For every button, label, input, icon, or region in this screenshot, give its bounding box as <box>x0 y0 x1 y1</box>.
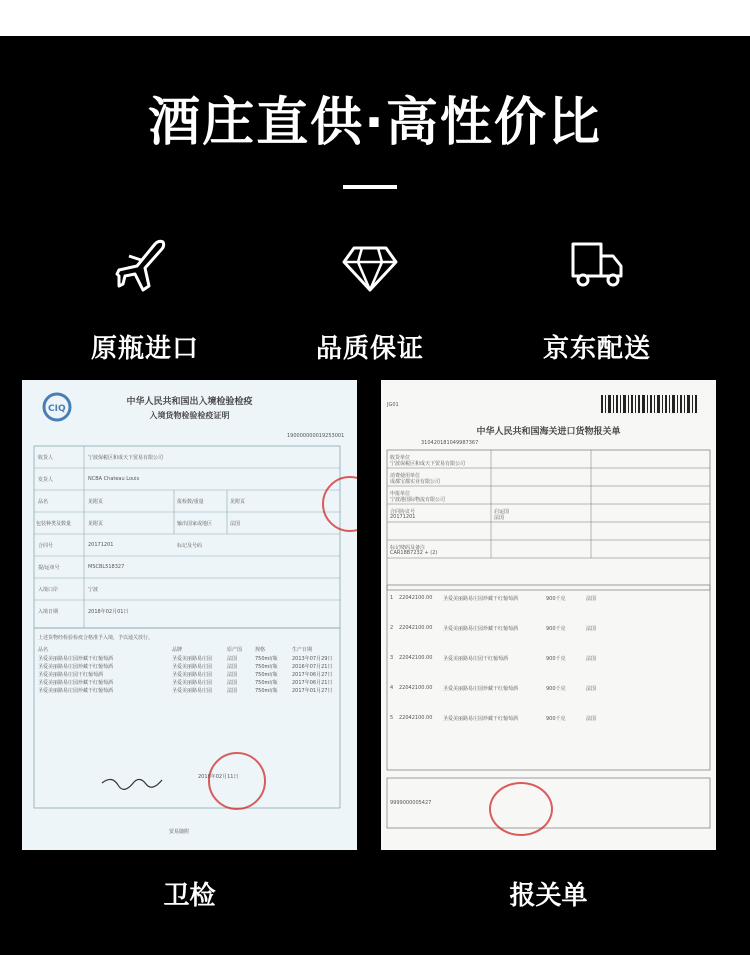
signature-date: 2018年02月11日 <box>198 774 239 780</box>
goods-row: 圣爱美丽路易庄园干红葡萄酒 <box>443 656 509 662</box>
field-value: 法国 <box>230 521 241 527</box>
field-value: 20171201 <box>390 514 416 520</box>
field-value: CAR18B7232 + (2) <box>390 550 438 556</box>
field-value: 法国 <box>494 515 505 521</box>
diamond-icon <box>340 236 400 296</box>
goods-row: 3 <box>390 655 394 661</box>
field-value: 成都宝都实业有限公司 <box>390 479 441 485</box>
field-label: 申报单位 <box>390 491 411 497</box>
field-label: 输出国家或地区 <box>177 521 213 527</box>
goods-row: 900千克 <box>546 716 566 722</box>
certificate-note: 上述货物经检验检疫合格准予入境，予以通关放行。 <box>38 635 154 641</box>
table-cell: 圣爱美丽路易庄园珍藏干红葡萄酒 <box>38 680 114 686</box>
field-label: 启运国 <box>494 509 510 515</box>
table-cell: 圣爱美丽路易庄园 <box>172 680 213 686</box>
goods-row: 22042100.00 <box>399 625 433 631</box>
field-label: 入境口岸 <box>38 587 59 593</box>
table-cell: 750ml/瓶 <box>255 680 278 686</box>
field-label: 合同号 <box>38 543 54 549</box>
table-cell: 圣爱美丽路易庄园珍藏干红葡萄酒 <box>38 688 114 694</box>
table-cell: 法国 <box>227 656 238 662</box>
goods-row: 22042100.00 <box>399 595 433 601</box>
table-cell: 法国 <box>227 672 238 678</box>
truck-icon <box>567 236 627 296</box>
table-header: 品名 <box>38 647 49 653</box>
declaration-number: 310420181049987367 <box>421 440 479 446</box>
field-label: 包装种类及数量 <box>36 521 72 527</box>
table-cell: 法国 <box>227 664 238 670</box>
goods-row: 900千克 <box>546 596 566 602</box>
footer-code: 9999000005427 <box>390 800 432 806</box>
feature-quality <box>280 236 460 365</box>
field-label: 入境日期 <box>38 609 59 615</box>
table-cell: 2017年06月21日 <box>292 680 333 686</box>
table-cell: 法国 <box>227 688 238 694</box>
table-header: 品牌 <box>172 647 183 653</box>
field-value: NCBA Chateau Louis <box>88 476 140 482</box>
goods-row: 法国 <box>586 716 597 722</box>
table-cell: 750ml/瓶 <box>255 656 278 662</box>
goods-row: 22042100.00 <box>399 655 433 661</box>
field-value: 见附页 <box>88 499 104 505</box>
field-value: 2018年02月01日 <box>88 609 129 615</box>
top-strip <box>0 0 750 36</box>
feature-delivery <box>507 236 687 365</box>
field-label: 品名 <box>38 499 49 505</box>
goods-row: 圣爱美丽路易庄园珍藏干红葡萄酒 <box>443 596 519 602</box>
customs-seal-stamp <box>489 782 553 836</box>
goods-row: 5 <box>390 715 394 721</box>
field-label: 发货人 <box>38 477 54 483</box>
table-cell: 圣爱美丽路易庄园珍藏干红葡萄酒 <box>38 656 114 662</box>
goods-row: 圣爱美丽路易庄园珍藏干红葡萄酒 <box>443 716 519 722</box>
table-cell: 圣爱美丽路易庄园 <box>172 664 213 670</box>
field-value: 宁波保税区和成天下贸易有限公司 <box>390 461 466 467</box>
table-cell: 法国 <box>227 680 238 686</box>
goods-row: 法国 <box>586 626 597 632</box>
goods-row: 法国 <box>586 656 597 662</box>
goods-row: 1 <box>390 595 394 601</box>
feature-label: 原瓶进口 <box>90 334 199 364</box>
table-cell: 750ml/瓶 <box>255 672 278 678</box>
field-label: 合同协议号 <box>390 509 416 515</box>
caption-inspection: 卫检 <box>163 881 216 911</box>
declaration-code: JG01 <box>387 402 399 408</box>
table-cell: 2017年01月27日 <box>292 688 333 694</box>
goods-row: 圣爱美丽路易庄园珍藏干红葡萄酒 <box>443 626 519 632</box>
caption-customs: 报关单 <box>509 881 588 911</box>
feature-label: 京东配送 <box>542 334 651 364</box>
goods-row: 22042100.00 <box>399 685 433 691</box>
headline: 酒庄直供·高性价比 <box>148 93 602 153</box>
table-cell: 750ml/瓶 <box>255 664 278 670</box>
field-value: 宁波 <box>88 587 99 593</box>
certificate-subtitle: 入境货物检验检疫证明 <box>149 411 230 420</box>
copy-note: 贸易随附 <box>169 829 190 835</box>
table-header: 原产国 <box>227 647 243 653</box>
goods-row: 法国 <box>586 596 597 602</box>
table-cell: 750ml/瓶 <box>255 688 278 694</box>
field-value: 宁波保税区和成天下贸易有限公司 <box>88 455 164 461</box>
goods-row: 900千克 <box>546 626 566 632</box>
feature-label: 品质保证 <box>315 334 424 364</box>
goods-row: 22042100.00 <box>399 715 433 721</box>
field-label: 收货人 <box>38 455 54 461</box>
field-label: 收货单位 <box>390 455 411 461</box>
field-label: 消费使用单位 <box>390 473 421 479</box>
field-label: 提/运单号 <box>38 565 60 571</box>
inspection-certificate-image <box>22 380 357 850</box>
table-cell: 圣爱美丽路易庄园 <box>172 656 213 662</box>
goods-row: 900千克 <box>546 656 566 662</box>
field-value: 见附页 <box>230 499 246 505</box>
table-header: 规格 <box>255 647 266 653</box>
field-label: 报检数/重量 <box>177 499 204 505</box>
table-cell: 2017年06月27日 <box>292 672 333 678</box>
declaration-frame <box>381 380 716 850</box>
field-label: 标记及号码 <box>177 543 203 549</box>
field-label: 标记唛码及备注 <box>390 545 426 551</box>
customs-declaration-image <box>381 380 716 850</box>
certificate-number: 190000000019253001 <box>287 433 345 439</box>
goods-row: 4 <box>390 685 394 691</box>
svg-text:CIQ: CIQ <box>48 404 66 414</box>
table-cell: 2013年07月29日 <box>292 656 333 662</box>
goods-row: 法国 <box>586 686 597 692</box>
certificate-frame <box>22 380 357 850</box>
field-value: 宁波港国际物流有限公司 <box>390 497 446 503</box>
title-divider <box>343 185 397 189</box>
declaration-title: 中华人民共和国海关进口货物报关单 <box>476 427 621 437</box>
table-cell: 圣爱美丽路易庄园珍藏干红葡萄酒 <box>38 664 114 670</box>
airplane-icon <box>115 236 175 296</box>
goods-row: 2 <box>390 625 394 631</box>
certificate-title: 中华人民共和国出入境检验检疫 <box>126 397 253 407</box>
table-cell: 圣爱美丽路易庄园干红葡萄酒 <box>38 672 104 678</box>
goods-row: 圣爱美丽路易庄园珍藏干红葡萄酒 <box>443 686 519 692</box>
table-cell: 2016年07月21日 <box>292 664 333 670</box>
field-value: MSCBL518327 <box>88 564 125 570</box>
feature-import <box>55 236 235 365</box>
table-cell: 圣爱美丽路易庄园 <box>172 672 213 678</box>
table-cell: 圣爱美丽路易庄园 <box>172 688 213 694</box>
official-seal-stamp <box>208 752 266 810</box>
table-header: 生产日期 <box>292 647 313 653</box>
field-value: 20171201 <box>88 542 114 548</box>
field-value: 见附页 <box>88 521 104 527</box>
goods-row: 900千克 <box>546 686 566 692</box>
